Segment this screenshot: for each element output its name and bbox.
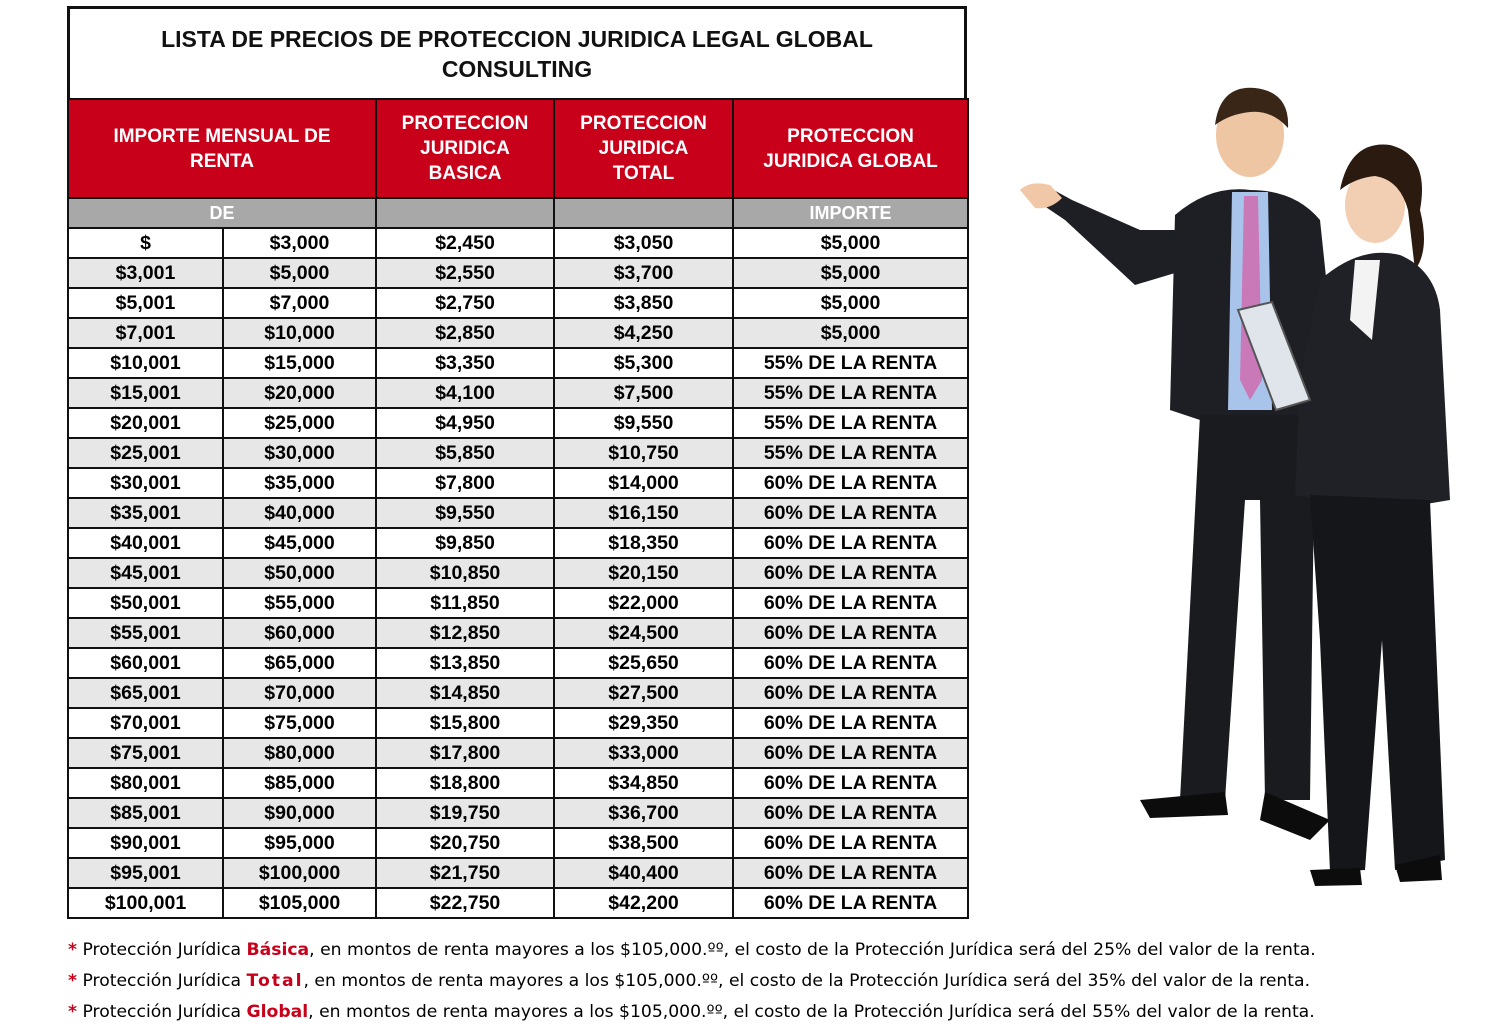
footnote-total: * Protección Jurídica Total, en montos de renta mayores a los $105,000.ºº, el costo de la Protección Jurídica será del 35% del valor de la renta.: [68, 971, 1311, 991]
cell-basica: $2,850: [376, 318, 554, 348]
cell-basica: $7,800: [376, 468, 554, 498]
cell-global: 60% DE LA RENTA: [733, 738, 968, 768]
cell-a: $15,000: [223, 348, 376, 378]
cell-global: 55% DE LA RENTA: [733, 378, 968, 408]
cell-global: 55% DE LA RENTA: [733, 408, 968, 438]
table-row: [68, 558, 968, 588]
price-list-card: [67, 6, 967, 919]
cell-de: $35,001: [68, 498, 223, 528]
footnote-global: * Protección Jurídica Global, en montos de renta mayores a los $105,000.ºº, el costo de la Protección Jurídica será del 55% del valor de la renta.: [68, 1002, 1315, 1022]
keyword-total: Total: [246, 971, 304, 991]
cell-total: $9,550: [554, 408, 733, 438]
header-row: [68, 99, 968, 198]
cell-total: $29,350: [554, 708, 733, 738]
cell-global: 60% DE LA RENTA: [733, 618, 968, 648]
cell-a: $80,000: [223, 738, 376, 768]
cell-a: $20,000: [223, 378, 376, 408]
cell-global: 60% DE LA RENTA: [733, 828, 968, 858]
cell-a: $60,000: [223, 618, 376, 648]
price-table: [67, 98, 969, 919]
cell-de: $3,001: [68, 258, 223, 288]
subheader-total: [554, 198, 733, 228]
cell-total: $3,050: [554, 228, 733, 258]
cell-total: $20,150: [554, 558, 733, 588]
table-row: [68, 378, 968, 408]
table-row: [68, 288, 968, 318]
cell-a: $75,000: [223, 708, 376, 738]
cell-global: 60% DE LA RENTA: [733, 468, 968, 498]
cell-global: 60% DE LA RENTA: [733, 798, 968, 828]
cell-de: $10,001: [68, 348, 223, 378]
table-row: [68, 318, 968, 348]
title-line-1: LISTA DE PRECIOS DE PROTECCION JURIDICA LEGAL GLOBAL: [161, 25, 873, 52]
cell-total: $14,000: [554, 468, 733, 498]
price-table-body: [68, 228, 968, 918]
cell-a: $65,000: [223, 648, 376, 678]
cell-a: $35,000: [223, 468, 376, 498]
cell-global: 60% DE LA RENTA: [733, 528, 968, 558]
table-row: [68, 228, 968, 258]
asterisk: *: [68, 940, 77, 960]
cell-de: $40,001: [68, 528, 223, 558]
table-row: [68, 888, 968, 918]
cell-de: $85,001: [68, 798, 223, 828]
cell-total: $27,500: [554, 678, 733, 708]
cell-de: $55,001: [68, 618, 223, 648]
table-row: [68, 528, 968, 558]
header-proteccion-total: PROTECCION JURIDICA TOTAL: [554, 99, 733, 198]
business-people-illustration: [1010, 80, 1500, 910]
cell-total: $7,500: [554, 378, 733, 408]
cell-total: $36,700: [554, 798, 733, 828]
cell-basica: $18,800: [376, 768, 554, 798]
cell-total: $42,200: [554, 888, 733, 918]
cell-basica: $2,550: [376, 258, 554, 288]
cell-a: $30,000: [223, 438, 376, 468]
table-row: [68, 348, 968, 378]
cell-a: $45,000: [223, 528, 376, 558]
cell-de: $95,001: [68, 858, 223, 888]
cell-global: 55% DE LA RENTA: [733, 348, 968, 378]
cell-de: $7,001: [68, 318, 223, 348]
cell-a: $70,000: [223, 678, 376, 708]
cell-de: $60,001: [68, 648, 223, 678]
cell-basica: $9,550: [376, 498, 554, 528]
cell-de: $90,001: [68, 828, 223, 858]
title-line-2: CONSULTING: [441, 55, 593, 82]
cell-de: $45,001: [68, 558, 223, 588]
cell-total: $24,500: [554, 618, 733, 648]
cell-total: $3,700: [554, 258, 733, 288]
cell-basica: $11,850: [376, 588, 554, 618]
cell-a: $95,000: [223, 828, 376, 858]
subheader-de: DE: [68, 198, 376, 228]
cell-global: 60% DE LA RENTA: [733, 678, 968, 708]
keyword-basica: Básica: [246, 940, 310, 960]
table-row: [68, 678, 968, 708]
cell-basica: $13,850: [376, 648, 554, 678]
cell-a: $50,000: [223, 558, 376, 588]
cell-global: 60% DE LA RENTA: [733, 768, 968, 798]
cell-a: $10,000: [223, 318, 376, 348]
cell-global: 60% DE LA RENTA: [733, 648, 968, 678]
cell-total: $33,000: [554, 738, 733, 768]
cell-a: $55,000: [223, 588, 376, 618]
footnote-basica: * Protección Jurídica Básica, en montos de renta mayores a los $105,000.ºº, el costo de la Protección Jurídica será del 25% del valor de la renta.: [68, 940, 1316, 960]
cell-a: $85,000: [223, 768, 376, 798]
cell-basica: $14,850: [376, 678, 554, 708]
header-proteccion-basica: PROTECCION JURIDICA BASICA: [376, 99, 554, 198]
cell-basica: $12,850: [376, 618, 554, 648]
cell-global: $5,000: [733, 318, 968, 348]
cell-a: $5,000: [223, 258, 376, 288]
cell-de: $25,001: [68, 438, 223, 468]
table-row: [68, 738, 968, 768]
cell-basica: $3,350: [376, 348, 554, 378]
cell-basica: $20,750: [376, 828, 554, 858]
cell-total: $25,650: [554, 648, 733, 678]
cell-global: 60% DE LA RENTA: [733, 888, 968, 918]
cell-basica: $21,750: [376, 858, 554, 888]
table-row: [68, 798, 968, 828]
cell-total: $3,850: [554, 288, 733, 318]
table-row: [68, 498, 968, 528]
cell-basica: $5,850: [376, 438, 554, 468]
cell-a: $40,000: [223, 498, 376, 528]
cell-global: 60% DE LA RENTA: [733, 558, 968, 588]
table-row: [68, 828, 968, 858]
cell-basica: $17,800: [376, 738, 554, 768]
cell-a: $7,000: [223, 288, 376, 318]
asterisk: *: [68, 1002, 77, 1022]
footnotes: [68, 935, 1498, 1028]
cell-basica: $9,850: [376, 528, 554, 558]
table-row: [68, 618, 968, 648]
header-proteccion-global: PROTECCION JURIDICA GLOBAL: [733, 99, 968, 198]
cell-global: 60% DE LA RENTA: [733, 498, 968, 528]
cell-a: $3,000: [223, 228, 376, 258]
cell-global: 55% DE LA RENTA: [733, 438, 968, 468]
cell-a: $100,000: [223, 858, 376, 888]
cell-a: $90,000: [223, 798, 376, 828]
man-figure: [1020, 88, 1340, 840]
cell-basica: $2,750: [376, 288, 554, 318]
asterisk: *: [68, 971, 77, 991]
cell-total: $10,750: [554, 438, 733, 468]
cell-total: $16,150: [554, 498, 733, 528]
cell-a: $105,000: [223, 888, 376, 918]
subheader-importe: IMPORTE: [733, 198, 968, 228]
cell-basica: $19,750: [376, 798, 554, 828]
cell-de: $50,001: [68, 588, 223, 618]
cell-de: $65,001: [68, 678, 223, 708]
header-importe-mensual: IMPORTE MENSUAL DE RENTA: [68, 99, 376, 198]
cell-total: $38,500: [554, 828, 733, 858]
table-row: [68, 438, 968, 468]
cell-total: $22,000: [554, 588, 733, 618]
cell-de: $15,001: [68, 378, 223, 408]
cell-total: $34,850: [554, 768, 733, 798]
cell-total: $18,350: [554, 528, 733, 558]
table-row: [68, 858, 968, 888]
cell-global: $5,000: [733, 258, 968, 288]
cell-basica: $4,950: [376, 408, 554, 438]
cell-de: $70,001: [68, 708, 223, 738]
cell-total: $4,250: [554, 318, 733, 348]
table-row: [68, 708, 968, 738]
cell-total: $40,400: [554, 858, 733, 888]
cell-basica: $22,750: [376, 888, 554, 918]
cell-global: $5,000: [733, 288, 968, 318]
cell-de: $5,001: [68, 288, 223, 318]
cell-basica: $4,100: [376, 378, 554, 408]
page-title: [67, 6, 967, 98]
table-row: [68, 468, 968, 498]
table-row: [68, 408, 968, 438]
table-row: [68, 648, 968, 678]
table-row: [68, 768, 968, 798]
table-row: [68, 258, 968, 288]
keyword-global: Global: [246, 1002, 309, 1022]
cell-basica: $15,800: [376, 708, 554, 738]
cell-total: $5,300: [554, 348, 733, 378]
cell-global: $5,000: [733, 228, 968, 258]
cell-de: $75,001: [68, 738, 223, 768]
subheader-basica: [376, 198, 554, 228]
table-row: [68, 588, 968, 618]
cell-global: 60% DE LA RENTA: [733, 708, 968, 738]
cell-a: $25,000: [223, 408, 376, 438]
cell-de: $30,001: [68, 468, 223, 498]
subheader-row: [68, 198, 968, 228]
cell-de: $80,001: [68, 768, 223, 798]
cell-global: 60% DE LA RENTA: [733, 858, 968, 888]
cell-basica: $2,450: [376, 228, 554, 258]
cell-de: $: [68, 228, 223, 258]
cell-basica: $10,850: [376, 558, 554, 588]
cell-de: $100,001: [68, 888, 223, 918]
cell-de: $20,001: [68, 408, 223, 438]
cell-global: 60% DE LA RENTA: [733, 588, 968, 618]
